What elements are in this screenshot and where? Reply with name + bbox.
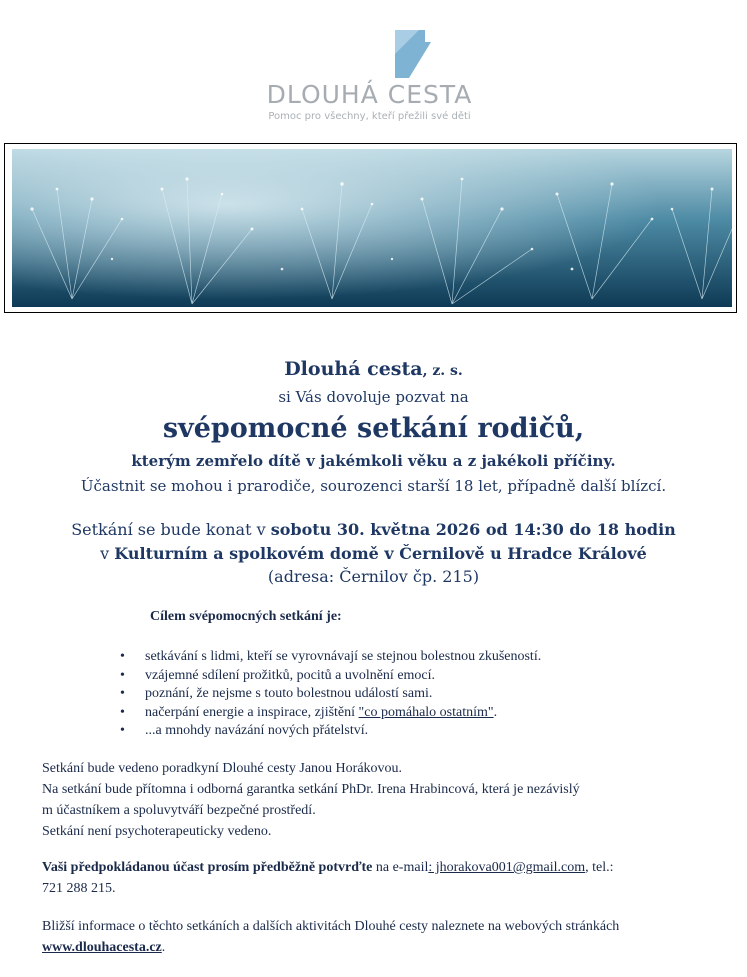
dandelion-seeds-image (12, 149, 732, 307)
org-name: Dlouhá cesta, z. s. (284, 358, 463, 380)
list-item: • vzájemné sdílení prožitků, pocitů a uvolnění emocí. (120, 667, 541, 686)
contact-paragraph: Vaši předpokládanou účast prosím předběžně potvrďte na e-mail: jhorakova001@gmail.com, tel.: 721 288 215. (42, 857, 614, 899)
phone-number: 721 288 215. (42, 881, 116, 896)
quoted-phrase: "co pomáhalo ostatním" (358, 704, 494, 720)
more-info-paragraph: Bližší informace o těchto setkáních a dalších aktivitách Dlouhé cesty naleznete na webových stránkách www.dlouhacesta.cz. (42, 919, 620, 955)
event-date: Setkání se bude konat v sobotu 30. května 2026 od 14:30 do 18 hodin (71, 520, 676, 539)
logo-tagline: Pomoc pro všechny, kteří přežili své děti (268, 111, 471, 122)
list-item: • ...a mnohdy navázání nových přátelství. (120, 722, 541, 741)
invite-line: si Vás dovoluje pozvat na (278, 388, 469, 406)
goals-heading: Cílem svépomocných setkání je: (150, 609, 342, 624)
event-venue: v Kulturním a spolkovém domě v Černilově u Hradce Králové (100, 544, 647, 563)
also-welcome-line: Účastnit se mohou i prarodiče, sourozenci starší 18 let, případně další blízcí. (80, 477, 667, 495)
details-paragraph: Setkání bude vedeno poradkyní Dlouhé cesty Janou Horákovou. Na setkání bude přítomna i odborná garantka setkání PhDr. Irena Hrabincová, která je nezávislý m účastníkem a spoluvytváří bezpečné prostředí. Setkání není psychoterapeuticky vedeno. (42, 761, 580, 839)
email-link[interactable]: : jhorakova001@gmail.com (428, 860, 586, 875)
goals-list (120, 648, 541, 741)
logo-mark-icon (395, 30, 443, 78)
logo-title: DLOUHÁ CESTA (266, 80, 473, 109)
event-title: svépomocné setkání rodičů, (162, 413, 585, 444)
list-item: • poznání, že nejsme s touto bolestnou událostí sami. (120, 685, 541, 704)
list-item: • setkávání s lidmi, kteří se vyrovnávají se stejnou bolestnou zkušeností. (120, 648, 541, 667)
banner-image (4, 143, 737, 313)
audience-line: kterým zemřelo dítě v jakémkoli věku a z jakékoli příčiny. (131, 452, 616, 470)
event-address: (adresa: Černilov čp. 215) (267, 567, 480, 586)
website-link[interactable]: www.dlouhacesta.cz (42, 940, 162, 955)
list-item: • načerpání energie a inspirace, zjištění "co pomáhalo ostatním". (120, 704, 541, 723)
